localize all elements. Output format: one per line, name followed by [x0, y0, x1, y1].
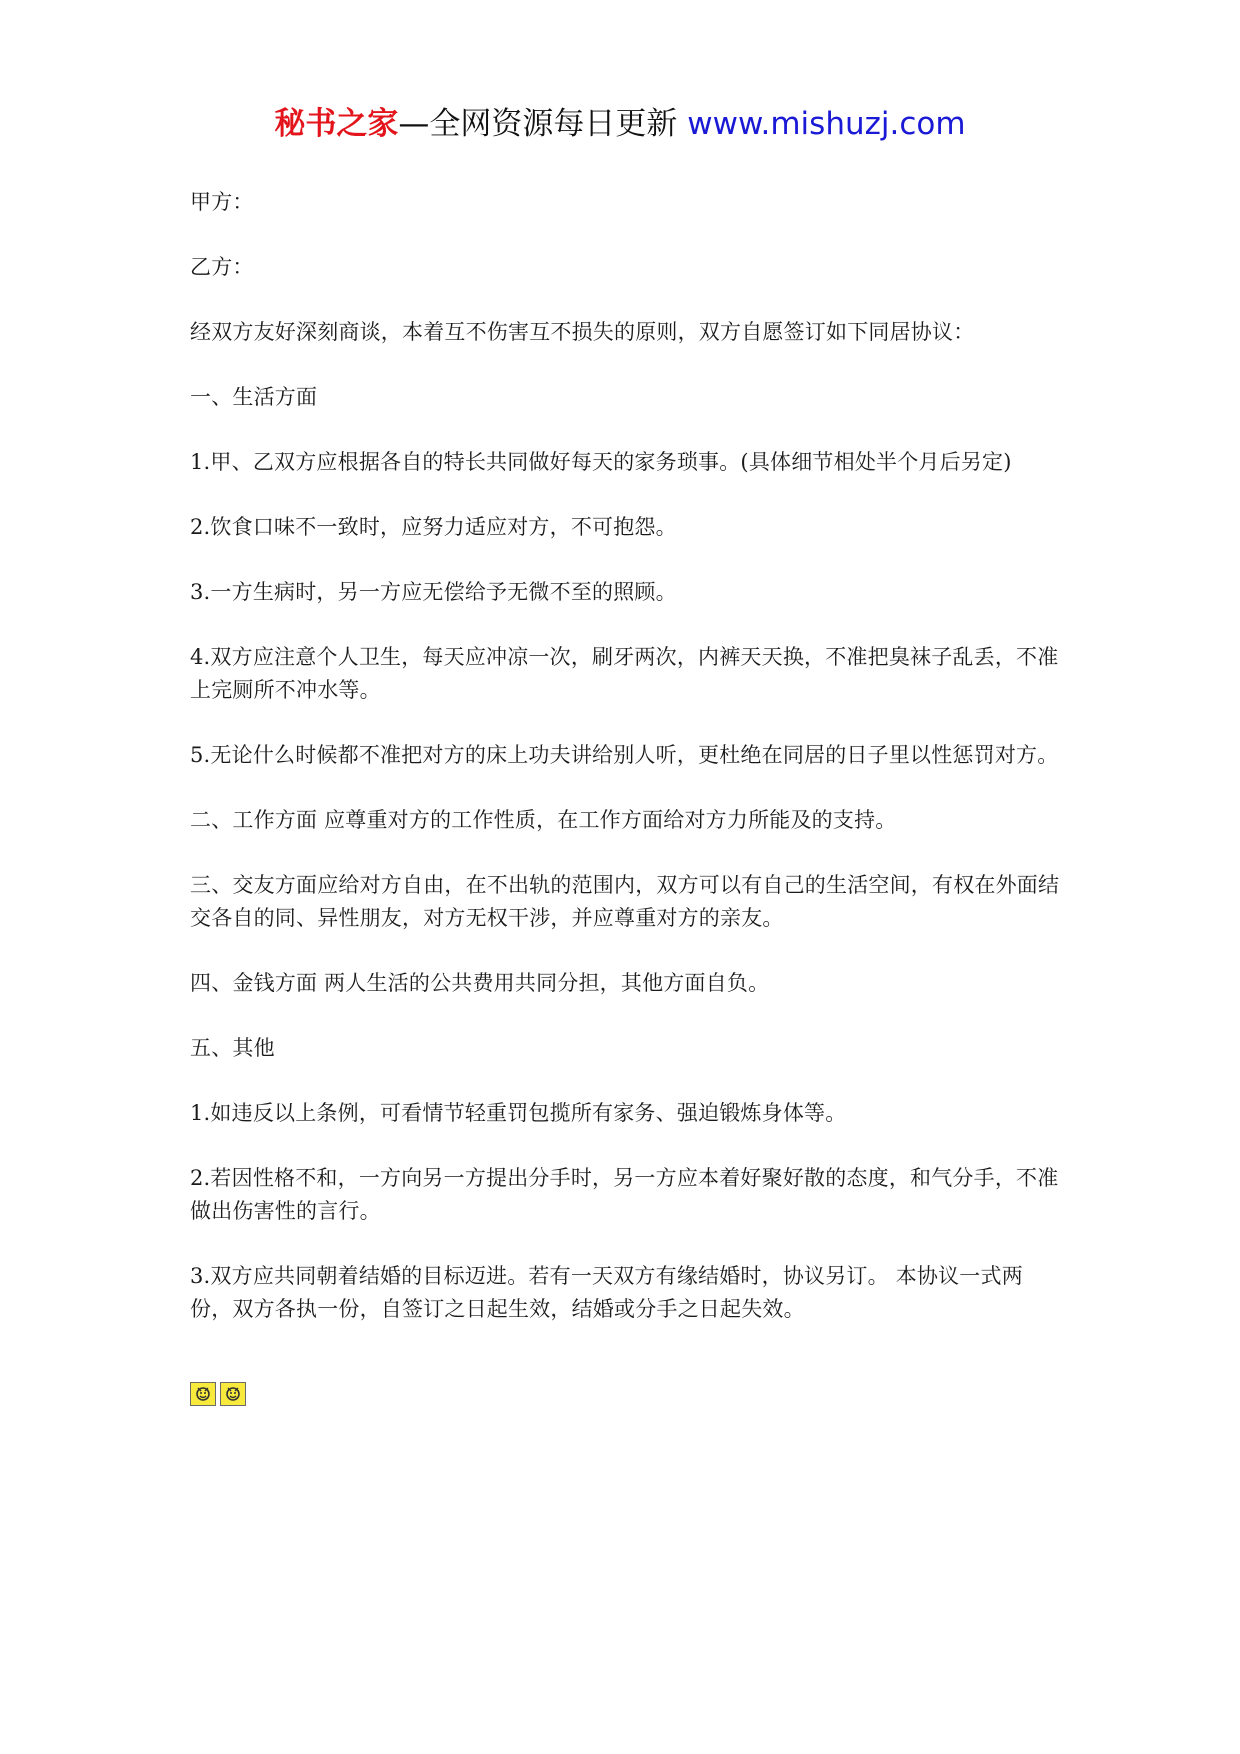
emoticon-row	[190, 1382, 246, 1406]
clause-life-3: 3.一方生病时，另一方应无偿给予无微不至的照顾。	[190, 580, 677, 604]
site-link[interactable]: www.mishuzj.com	[687, 106, 966, 142]
header-tagline: —全网资源每日更新	[398, 106, 688, 142]
section-heading-other: 五、其他	[190, 1036, 275, 1060]
emoticon-icon	[190, 1382, 216, 1406]
clause-life-5: 5.无论什么时候都不准把对方的床上功夫讲给别人听，更杜绝在同居的日子里以性惩罚对方。	[190, 743, 1059, 767]
section-money: 四、金钱方面 两人生活的公共费用共同分担，其他方面自负。	[190, 971, 770, 995]
party-b-line: 乙方：	[190, 255, 254, 279]
clause-other-3: 3.双方应共同朝着结婚的目标迈进。若有一天双方有缘结婚时，协议另订。 本协议一式两份，双方各执一份，自签订之日起生效，结婚或分手之日起失效。	[190, 1264, 1023, 1321]
section-heading-life: 一、生活方面	[190, 385, 318, 409]
document-header	[0, 100, 1240, 148]
section-work: 二、工作方面 应尊重对方的工作性质，在工作方面给对方力所能及的支持。	[190, 808, 897, 832]
clause-life-4: 4.双方应注意个人卫生，每天应冲凉一次，刷牙两次，内裤天天换，不准把臭袜子乱丢，不准上完厕所不冲水等。	[190, 645, 1059, 702]
clause-life-2: 2.饮食口味不一致时，应努力适应对方，不可抱怨。	[190, 515, 677, 539]
clause-other-1: 1.如违反以上条例，可看情节轻重罚包揽所有家务、强迫锻炼身体等。	[190, 1101, 847, 1125]
section-friends: 三、交友方面应给对方自由，在不出轨的范围内，双方可以有自己的生活空间，有权在外面结交各自的同、异性朋友，对方无权干涉，并应尊重对方的亲友。	[190, 873, 1060, 930]
clause-life-1: 1.甲、乙双方应根据各自的特长共同做好每天的家务琐事。(具体细节相处半个月后另定)	[190, 450, 1012, 474]
emoticon-icon	[220, 1382, 246, 1406]
brand-name: 秘书之家	[274, 106, 399, 142]
party-a-line: 甲方：	[190, 190, 254, 214]
preamble: 经双方友好深刻商谈，本着互不伤害互不损失的原则，双方自愿签订如下同居协议：	[190, 320, 975, 344]
clause-other-2: 2.若因性格不和，一方向另一方提出分手时，另一方应本着好聚好散的态度，和气分手，不准做出伤害性的言行。	[190, 1166, 1059, 1223]
document-body	[190, 186, 1060, 1358]
